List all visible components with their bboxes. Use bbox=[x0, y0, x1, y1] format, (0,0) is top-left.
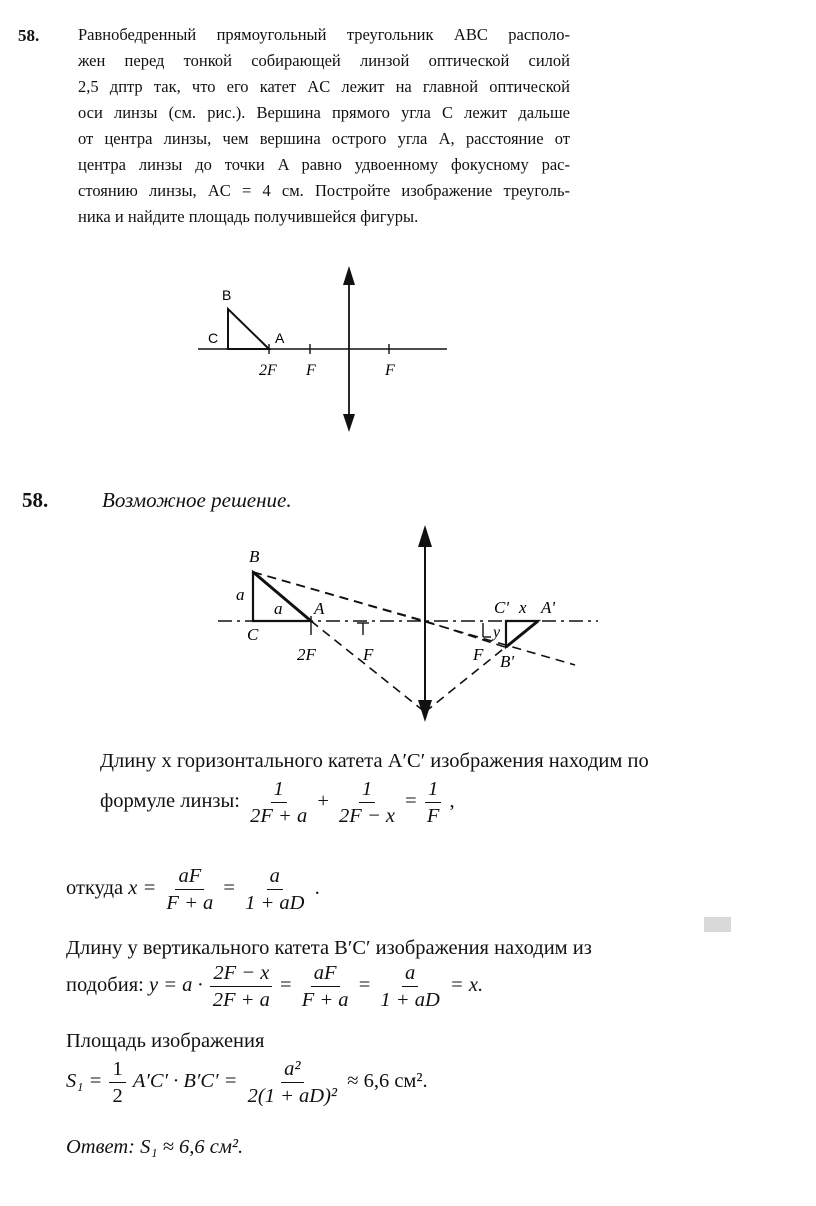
problem-line: жен перед тонкой собирающей линзой оптической силой bbox=[78, 51, 570, 70]
denominator: 2F + a bbox=[212, 989, 270, 1011]
label-a-horizontal: a bbox=[274, 599, 283, 618]
denominator: 2(1 + aD)² bbox=[247, 1085, 338, 1107]
label-a: A bbox=[314, 599, 325, 618]
lens-formula-row bbox=[100, 778, 455, 827]
denominator: 1 + aD bbox=[380, 989, 440, 1011]
y-formula-row bbox=[66, 962, 483, 1011]
x-formula-row bbox=[66, 865, 320, 914]
area-tail: ≈ 6,6 см². bbox=[347, 1070, 428, 1093]
label-b: B bbox=[249, 547, 260, 566]
punct: , bbox=[449, 790, 455, 813]
y-tail: = x. bbox=[449, 974, 484, 997]
para1-line1: Длину x горизонтального катета A′C′ изображения находим по bbox=[100, 750, 649, 772]
area-heading: Площадь изображения bbox=[66, 1030, 265, 1052]
denominator: 1 + aD bbox=[245, 892, 305, 914]
problem-line: стоянию линзы, AC = 4 см. Постройте изображение треуголь- bbox=[78, 181, 570, 200]
answer-label: Ответ: bbox=[66, 1136, 135, 1158]
label-b-image: B' bbox=[500, 652, 515, 671]
fraction bbox=[336, 778, 398, 827]
label-c-image: C' bbox=[494, 598, 509, 617]
label-y: y bbox=[493, 624, 501, 641]
operator: + bbox=[317, 790, 329, 813]
operator: = bbox=[280, 974, 292, 997]
denominator: 2F − x bbox=[339, 805, 396, 827]
denominator: F bbox=[426, 805, 440, 827]
problem-line: Равнобедренный прямоугольный треугольник ABC располо- bbox=[78, 25, 570, 44]
numerator: aF bbox=[311, 962, 340, 987]
answer-value: S₁ ≈ 6,6 см². bbox=[140, 1136, 244, 1158]
area-lhs: S₁ = bbox=[66, 1070, 103, 1093]
label-f-left: F bbox=[363, 645, 374, 664]
problem-line: оси линзы (см. рис.). Вершина прямого угла C лежит дальше bbox=[78, 103, 570, 122]
problem-line: центра линзы до точки A равно удвоенному фокусному рас- bbox=[78, 155, 570, 174]
denominator: 2F + a bbox=[250, 805, 308, 827]
label-f-right: F bbox=[473, 645, 484, 664]
operator: = bbox=[223, 877, 235, 900]
otkuda: откуда bbox=[66, 877, 124, 900]
numerator: 1 bbox=[271, 778, 287, 803]
label-2f: 2F bbox=[259, 362, 277, 379]
denominator: 2 bbox=[112, 1085, 123, 1107]
label-a-image: A' bbox=[541, 598, 556, 617]
label-a: A bbox=[275, 330, 285, 346]
fraction bbox=[210, 962, 273, 1011]
label-c: C bbox=[208, 330, 219, 346]
numerator: a bbox=[267, 865, 283, 890]
fraction bbox=[109, 1058, 125, 1107]
fraction bbox=[163, 865, 216, 914]
numerator: 1 bbox=[425, 778, 441, 803]
numerator: a bbox=[402, 962, 418, 987]
fraction bbox=[299, 962, 352, 1011]
label-2f: 2F bbox=[297, 645, 316, 664]
area-mid: A′C′ · B′C′ = bbox=[132, 1070, 238, 1093]
problem-line: ника и найдите площадь получившейся фигуры. bbox=[78, 207, 419, 226]
problem-number: 58. bbox=[18, 26, 40, 45]
punct: . bbox=[314, 877, 320, 900]
gray-mark bbox=[704, 917, 731, 932]
denominator: F + a bbox=[166, 892, 214, 914]
operator: = bbox=[405, 790, 417, 813]
problem-line: от центра линзы, чем вершина острого угла A, расстояние от bbox=[78, 129, 570, 148]
numerator: 1 bbox=[359, 778, 375, 803]
label-c: C bbox=[247, 625, 259, 644]
numerator: a² bbox=[281, 1058, 303, 1083]
numerator: aF bbox=[175, 865, 204, 890]
fraction bbox=[424, 778, 443, 827]
fraction bbox=[247, 778, 310, 827]
ray-a-down bbox=[311, 621, 425, 712]
label-x: x bbox=[519, 598, 527, 617]
problem-line: 2,5 дптр так, что его катет AC лежит на главной оптической bbox=[78, 77, 570, 96]
solution-title: Возможное решение. bbox=[102, 488, 292, 512]
para2-line1: Длину y вертикального катета B′C′ изображения находим из bbox=[66, 937, 592, 959]
label-f-right: F bbox=[385, 362, 395, 379]
triangle-image-hyp bbox=[506, 621, 538, 647]
label-f-left: F bbox=[306, 362, 316, 379]
numerator: 1 bbox=[109, 1058, 125, 1083]
lens-top-arrow bbox=[418, 525, 432, 547]
y-lhs: y = a · bbox=[148, 974, 203, 997]
label-a-vertical: a bbox=[236, 585, 245, 604]
para1-line2-prefix: формуле линзы: bbox=[100, 790, 240, 813]
area-formula-row bbox=[66, 1058, 428, 1107]
fraction bbox=[245, 1058, 340, 1107]
label-b: B bbox=[222, 287, 232, 303]
answer-row bbox=[66, 1136, 243, 1159]
operator: = bbox=[358, 974, 371, 997]
numerator: 2F − x bbox=[210, 962, 272, 987]
fraction bbox=[377, 962, 442, 1011]
solution-number: 58. bbox=[22, 488, 49, 512]
fraction bbox=[242, 865, 307, 914]
x-lhs: x = bbox=[128, 877, 157, 900]
denominator: F + a bbox=[301, 989, 349, 1011]
para2-line2-prefix: подобия: bbox=[66, 974, 144, 997]
